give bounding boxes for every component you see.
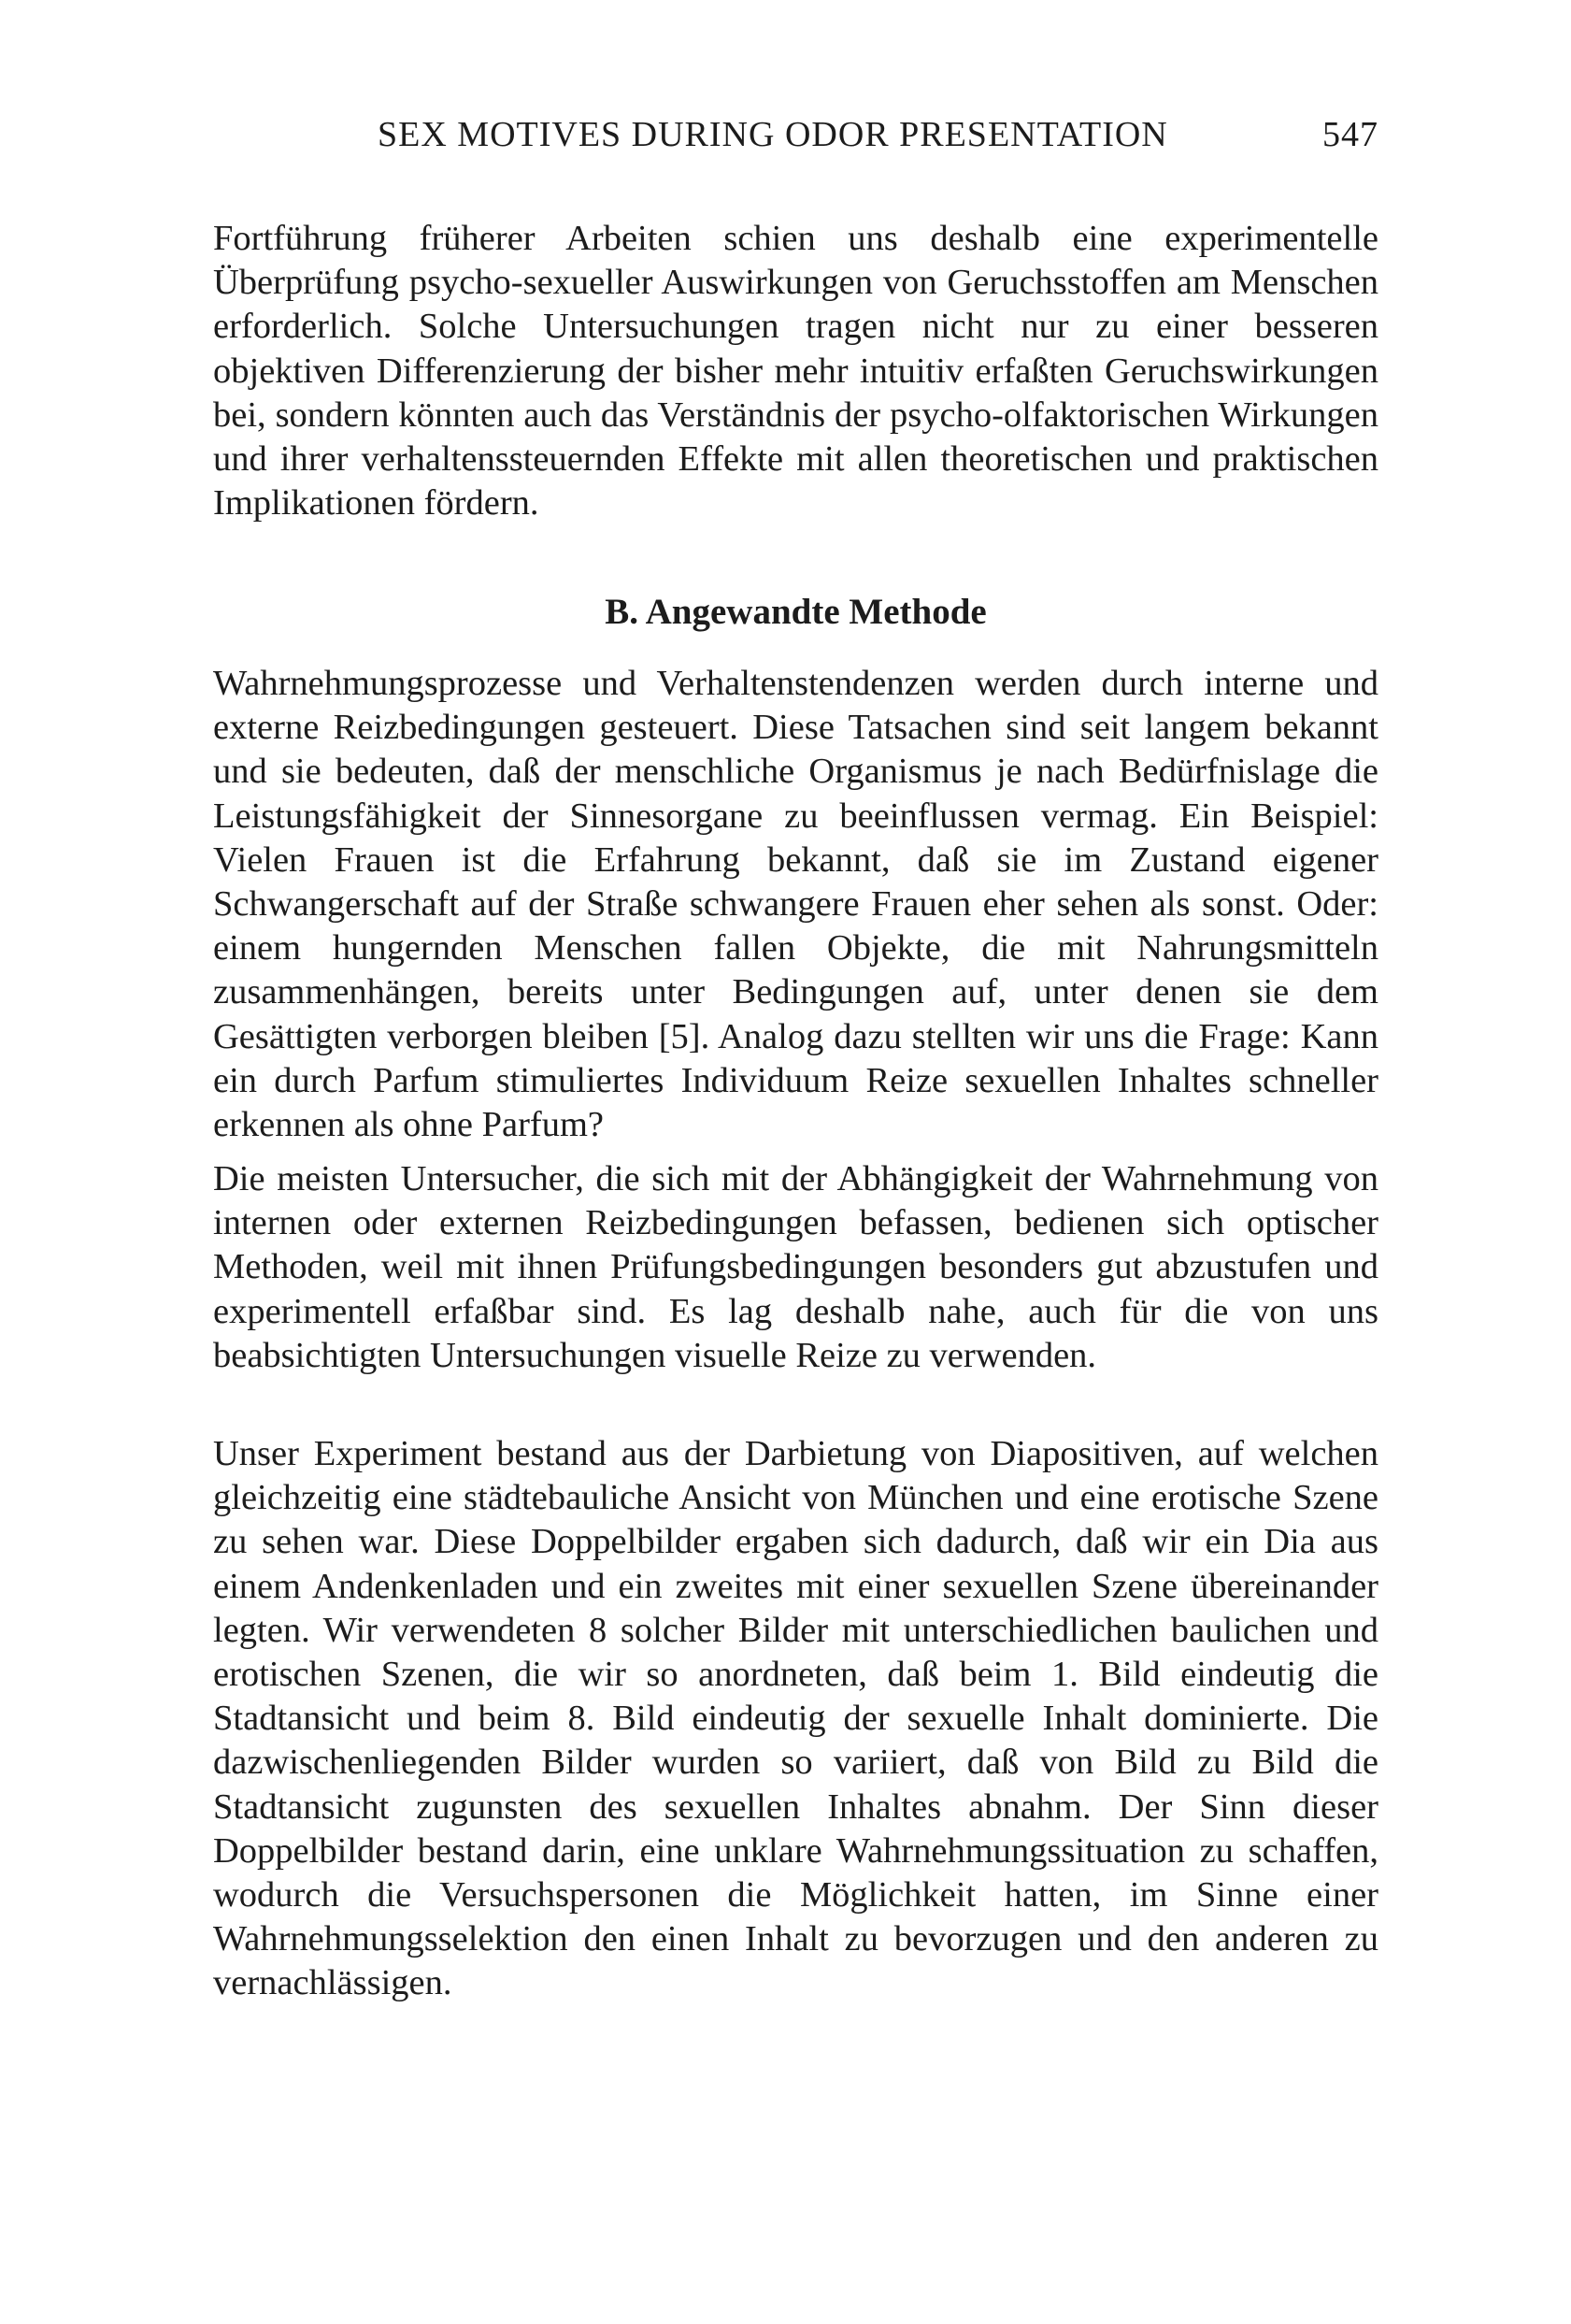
running-title: SEX MOTIVES DURING ODOR PRESENTATION bbox=[378, 115, 1168, 154]
paragraph-optical-methods bbox=[213, 1157, 1378, 1378]
paragraph-perception bbox=[213, 662, 1378, 1147]
page-number: 547 bbox=[1322, 115, 1378, 154]
section-heading: B. Angewandte Methode bbox=[605, 592, 987, 632]
paragraph-intro-continuation bbox=[213, 217, 1378, 525]
paragraph-text: Wahrnehmungsprozesse und Verhaltenstendenzen werden durch interne und externe Reizbedingungen gesteuert. Diese Tatsachen sind seit langem bekannt und sie bedeuten, daß der menschliche Organismus je nach Bedürfnislage die Leistungsfähigkeit der Sinnesorgane zu beeinflussen vermag. Ein Beispiel: Vielen Frauen ist die Erfahrung bekannt, daß sie im Zustand eigener Schwangerschaft auf der Straße schwangere Frauen eher sehen als sonst. Oder: einem hungernden Menschen fallen Objekte, die mit Nahrungsmitteln zusammenhängen, bereits unter Bedingungen auf, unter denen sie dem Gesättigten verborgen bleiben [5]. Analog dazu stellten wir uns die Frage: Kann ein durch Parfum stimuliertes Individuum Reize sexuellen Inhaltes schneller erkennen als ohne Parfum? bbox=[213, 664, 1378, 1145]
paragraph-text: Fortführung früherer Arbeiten schien uns deshalb eine experimentelle Überprüfung psycho-sexueller Auswirkungen von Geruchsstoffen am Menschen erforderlich. Solche Untersuchungen tragen nicht nur zu einer besseren objektiven Differenzierung der bisher mehr intuitiv erfaßten Geruchswirkungen bei, sondern könnten auch das Verständnis der psycho-olfaktorischen Wirkungen und ihrer verhaltenssteuernden Effekte mit allen theoretischen und praktischen Implikationen fördern. bbox=[213, 219, 1378, 524]
running-head bbox=[213, 114, 1378, 161]
paragraph-text: Unser Experiment bestand aus der Darbietung von Diapositiven, auf welchen gleichzeitig eine städtebauliche Ansicht von München und eine erotische Szene zu sehen war. Diese Doppelbilder ergaben sich dadurch, daß wir ein Dia aus einem Andenkenladen und ein zweites mit einer sexuellen Szene übereinander legten. Wir verwendeten 8 solcher Bilder mit unterschiedlichen baulichen und erotischen Szenen, die wir so anordneten, daß beim 1. Bild eindeutig die Stadtansicht und beim 8. Bild eindeutig der sexuelle Inhalt dominierte. Die dazwischenliegenden Bilder wurden so variiert, daß von Bild zu Bild die Stadtansicht zugunsten des sexuellen Inhaltes abnahm. Der Sinn dieser Doppelbilder bestand darin, eine unklare Wahrnehmungssituation zu schaffen, wodurch die Versuchspersonen die Möglichkeit hatten, im Sinne einer Wahrnehmungsselektion den einen Inhalt zu bevorzugen und den anderen zu vernachlässigen. bbox=[213, 1434, 1378, 2003]
paragraph-text: Die meisten Untersucher, die sich mit der Abhängigkeit der Wahrnehmung von internen oder externen Reizbedingungen befassen, bedienen sich optischer Methoden, weil mit ihnen Prüfungsbedingungen besonders gut abzustufen und experimentell erfaßbar sind. Es lag deshalb nahe, auch für die von uns beabsichtigten Untersuchungen visuelle Reize zu verwenden. bbox=[213, 1159, 1378, 1375]
paragraph-experiment bbox=[213, 1432, 1378, 2006]
